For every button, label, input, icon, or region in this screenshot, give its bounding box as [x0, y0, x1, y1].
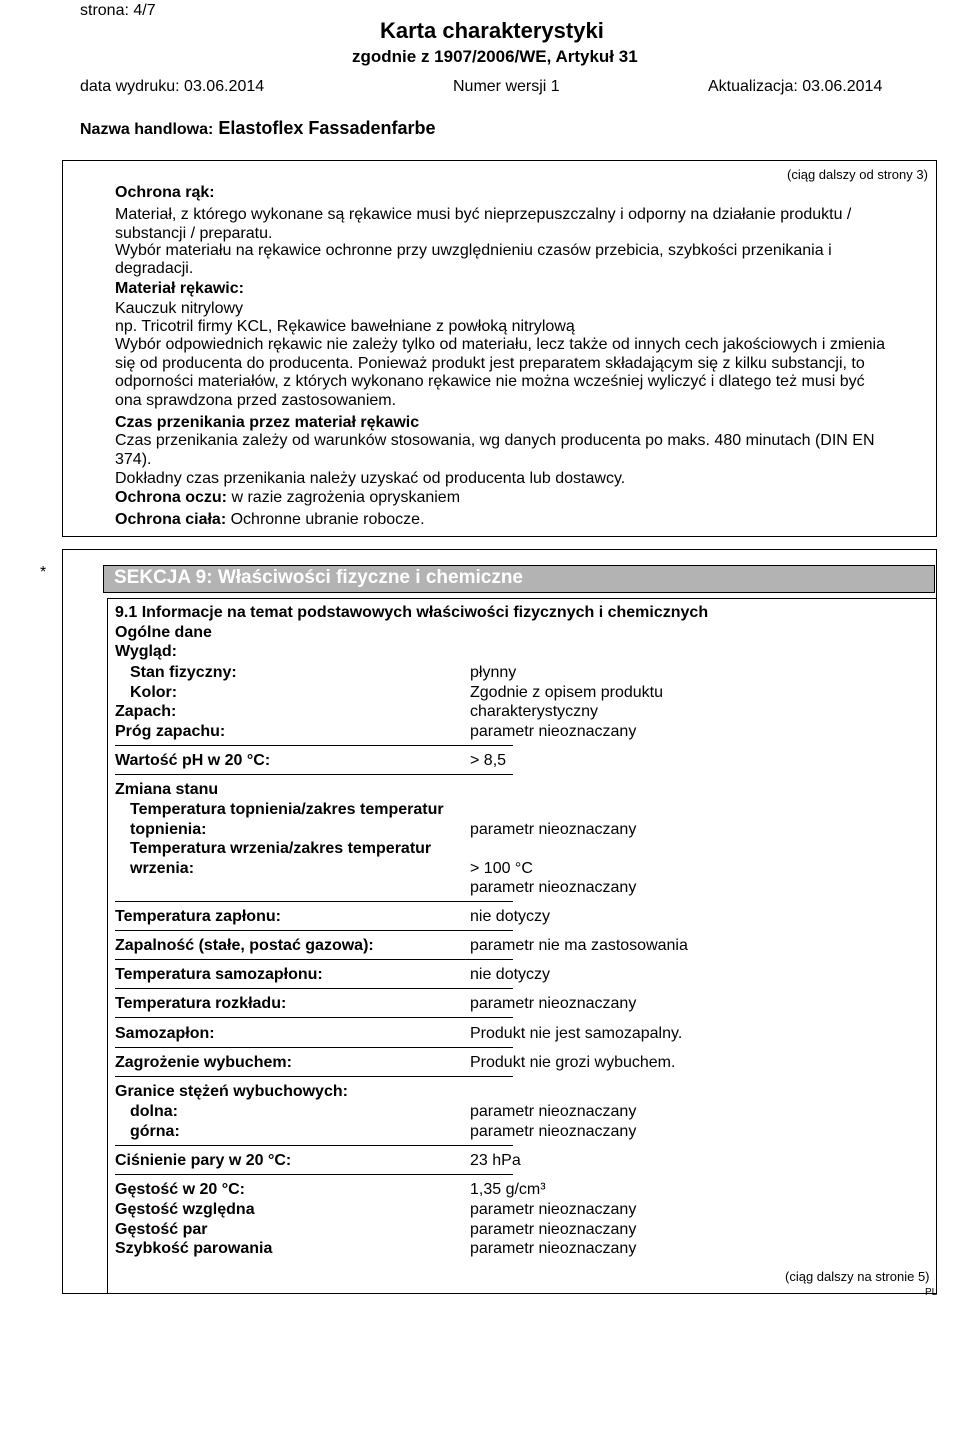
state-label: Stan fizyczny:: [130, 664, 237, 681]
section-header-bar: [103, 565, 935, 593]
section-title: SEKCJA 9: Właściwości fizyczne i chemiczne: [114, 567, 523, 588]
material-line: np. Tricotril firmy KCL, Rękawice bawełniane z powłoką nitrylową: [115, 318, 575, 335]
material-line: Wybór odpowiednich rękawic nie zależy tylko od materiału, lecz także od innych cech jakościowych i zmienia: [115, 336, 885, 353]
appearance-heading: Wygląd:: [115, 643, 177, 660]
divider: [115, 901, 513, 902]
continued-from: (ciąg dalszy od strony 3): [787, 167, 928, 182]
divider: [115, 774, 513, 775]
melting-label-cont: topnienia:: [130, 821, 207, 838]
material-line: Kauczuk nitrylowy: [115, 300, 244, 317]
odour-threshold-value: parametr nieoznaczany: [470, 723, 637, 740]
divider: [115, 1174, 513, 1175]
body-protection-label: Ochrona ciała:: [115, 511, 227, 528]
melting-value: parametr nieoznaczany: [470, 821, 637, 838]
flash-point-value: nie dotyczy: [470, 908, 551, 925]
self-ignition-value: Produkt nie jest samozapalny.: [470, 1025, 683, 1042]
change-of-state-heading: Zmiana stanu: [115, 781, 219, 798]
continued-to: (ciąg dalszy na stronie 5): [785, 1269, 930, 1284]
hand-protection-title: Ochrona rąk:: [115, 184, 215, 201]
decomposition-value: parametr nieoznaczany: [470, 995, 637, 1012]
melting-label: Temperatura topnienia/zakres temperatur: [130, 801, 444, 818]
upper-limit-label: górna:: [130, 1123, 180, 1140]
revision-marker: *: [40, 564, 47, 581]
vapour-pressure-value: 23 hPa: [470, 1152, 521, 1169]
document-subtitle: zgodnie z 1907/2006/WE, Artykuł 31: [352, 47, 638, 66]
boiling-value-2: parametr nieoznaczany: [470, 879, 637, 896]
vapour-density-value: parametr nieoznaczany: [470, 1221, 637, 1238]
divider: [115, 959, 513, 960]
print-date: data wydruku: 03.06.2014: [80, 78, 265, 95]
explosion-value: Produkt nie grozi wybuchem.: [470, 1054, 676, 1071]
version-number: Numer wersji 1: [453, 78, 560, 95]
penetration-line: 374).: [115, 451, 152, 468]
autoignition-value: nie dotyczy: [470, 966, 551, 983]
color-label: Kolor:: [130, 684, 178, 701]
divider: [115, 745, 513, 746]
hand-line: Wybór materiału na rękawice ochronne przy uwzględnieniu czasów przebicia, szybkości przenikania i: [115, 242, 832, 259]
trade-name-value: Elastoflex Fassadenfarbe: [218, 118, 436, 138]
hand-line: substancji / preparatu.: [115, 225, 273, 242]
language-code: PL: [925, 1287, 938, 1298]
trade-name-label: Nazwa handlowa:: [80, 121, 214, 138]
divider: [115, 988, 513, 989]
divider: [115, 1047, 513, 1048]
state-value: płynny: [470, 664, 517, 681]
relative-density-value: parametr nieoznaczany: [470, 1201, 637, 1218]
color-value: Zgodnie z opisem produktu: [470, 684, 663, 701]
density-label: Gęstość w 20 °C:: [115, 1181, 245, 1198]
document-title: Karta charakterystyki: [380, 18, 604, 43]
lower-limit-label: dolna:: [130, 1103, 178, 1120]
subsection-title: 9.1 Informacje na temat podstawowych właściwości fizycznych i chemicznych: [115, 604, 709, 621]
eye-protection: [115, 488, 460, 507]
boiling-value: > 100 °C: [470, 860, 533, 877]
boiling-label-cont: wrzenia:: [130, 860, 195, 877]
flammability-value: parametr nie ma zastosowania: [470, 937, 688, 954]
evaporation-rate-label: Szybkość parowania: [115, 1240, 273, 1257]
explosion-label: Zagrożenie wybuchem:: [115, 1054, 292, 1071]
hand-line: Materiał, z którego wykonane są rękawice musi być nieprzepuszczalny i odporny na działanie produktu /: [115, 206, 852, 223]
flash-point-label: Temperatura zapłonu:: [115, 908, 281, 925]
flammability-label: Zapalność (stałe, postać gazowa):: [115, 937, 374, 954]
body-protection-value: Ochronne ubranie robocze.: [230, 511, 425, 528]
material-line: odporności materiałów, z których wykonano rękawice nie można wcześniej wyliczyć i dlatego też musi być: [115, 373, 865, 390]
divider: [115, 1017, 513, 1018]
eye-protection-value: w razie zagrożenia opryskaniem: [231, 489, 461, 506]
general-data-heading: Ogólne dane: [115, 624, 212, 641]
boiling-label: Temperatura wrzenia/zakres temperatur: [130, 840, 432, 857]
body-protection: [115, 510, 425, 529]
glove-material-title: Materiał rękawic:: [115, 280, 244, 297]
decomposition-label: Temperatura rozkładu:: [115, 995, 287, 1012]
odour-label: Zapach:: [115, 703, 177, 720]
update-date: Aktualizacja: 03.06.2014: [708, 78, 883, 95]
lower-limit-value: parametr nieoznaczany: [470, 1103, 637, 1120]
odour-threshold-label: Próg zapachu:: [115, 723, 226, 740]
ph-label: Wartość pH w 20 °C:: [115, 752, 271, 769]
divider: [115, 1076, 513, 1077]
ph-value: > 8,5: [470, 752, 507, 769]
page-number: strona: 4/7: [80, 2, 156, 19]
autoignition-label: Temperatura samozapłonu:: [115, 966, 323, 983]
eye-protection-label: Ochrona oczu:: [115, 489, 228, 506]
material-line: ona sprawdzona przed zastosowaniem.: [115, 392, 397, 409]
odour-value: charakterystyczny: [470, 703, 599, 720]
penetration-line: Dokładny czas przenikania należy uzyskać od producenta lub dostawcy.: [115, 470, 626, 487]
hand-line: degradacji.: [115, 260, 194, 277]
density-value: 1,35 g/cm³: [470, 1181, 546, 1198]
penetration-line: Czas przenikania zależy od warunków stosowania, wg danych producenta po maks. 480 minutach (DIN EN: [115, 432, 875, 449]
vapour-pressure-label: Ciśnienie pary w 20 °C:: [115, 1152, 292, 1169]
vapour-density-label: Gęstość par: [115, 1221, 208, 1238]
divider: [115, 1145, 513, 1146]
divider: [115, 930, 513, 931]
penetration-title: Czas przenikania przez materiał rękawic: [115, 414, 420, 431]
relative-density-label: Gęstość względna: [115, 1201, 255, 1218]
evaporation-rate-value: parametr nieoznaczany: [470, 1240, 637, 1257]
explosion-limits-heading: Granice stężeń wybuchowych:: [115, 1083, 348, 1100]
self-ignition-label: Samozapłon:: [115, 1025, 215, 1042]
upper-limit-value: parametr nieoznaczany: [470, 1123, 637, 1140]
material-line: się od producenta do producenta. Ponieważ produkt jest preparatem składającym się z kilku substancji, to: [115, 355, 865, 372]
trade-name: [80, 118, 435, 139]
